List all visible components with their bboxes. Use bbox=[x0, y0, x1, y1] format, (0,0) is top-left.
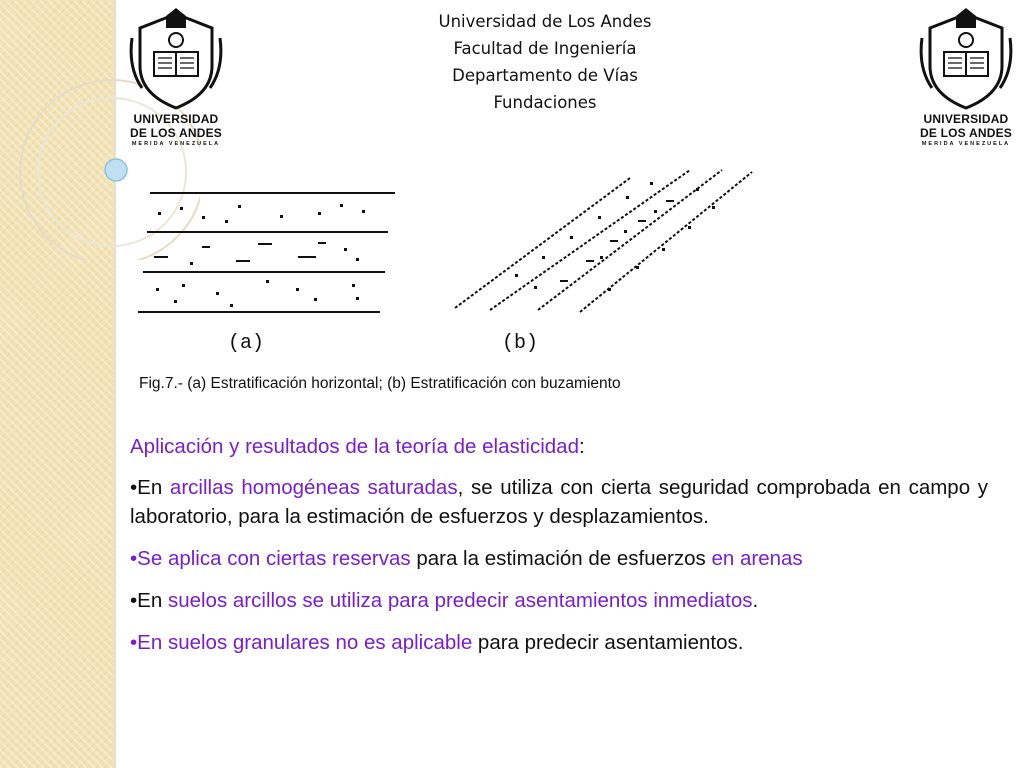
section-heading bbox=[130, 432, 988, 461]
bullet-clays bbox=[130, 473, 988, 531]
coat-of-arms-icon bbox=[128, 8, 224, 112]
university-logo-left bbox=[128, 8, 224, 150]
logo-name-line2: DE LOS ANDES bbox=[130, 126, 222, 140]
bullet2-highlight-end: en arenas bbox=[711, 547, 803, 570]
figure-label-b: (b) bbox=[502, 332, 539, 355]
bullet4-part2: para predecir asentamientos. bbox=[472, 631, 744, 654]
figure-label-a: (a) bbox=[228, 332, 265, 355]
bullet2-part2: para la estimación de esfuerzos bbox=[410, 547, 712, 570]
slide-body bbox=[130, 432, 988, 670]
header-department: Departamento de Vías bbox=[452, 66, 638, 85]
heading-colon: : bbox=[579, 435, 585, 458]
bullet-sands bbox=[130, 544, 988, 573]
header-university: Universidad de Los Andes bbox=[438, 12, 652, 31]
figure-inclined-strata bbox=[455, 170, 752, 312]
bullet2-highlight: •Se aplica con ciertas reservas bbox=[130, 547, 411, 570]
bullet3-highlight: suelos arcillos se utiliza para predecir asentamientos inmediatos bbox=[167, 589, 753, 612]
header-faculty: Facultad de Ingeniería bbox=[453, 39, 637, 58]
figure-horizontal-strata-grains bbox=[154, 204, 365, 307]
university-logo-right bbox=[918, 8, 1014, 150]
logo-name-line2: DE LOS ANDES bbox=[920, 126, 1012, 140]
heading-part1: Aplicación y resultados de bbox=[130, 435, 374, 458]
header-course: Fundaciones bbox=[493, 93, 597, 112]
bullet-granular-soils bbox=[130, 628, 988, 657]
figure-horizontal-strata bbox=[138, 193, 395, 312]
bullet3-part3: . bbox=[752, 589, 759, 612]
logo-name-line1: UNIVERSIDAD bbox=[923, 112, 1009, 126]
slide-header bbox=[330, 8, 760, 116]
coat-of-arms-icon bbox=[918, 8, 1014, 112]
figure-caption: Fig.7.- (a) Estratificación horizontal; (b) Estratificación con buzamiento bbox=[139, 375, 621, 392]
bullet1-part3: , se utiliza con cierta seguridad comprobada en campo y laboratorio, para la estimación de esfuerzos y desplazamientos. bbox=[130, 476, 989, 528]
figure-inclined-strata-grains bbox=[515, 182, 715, 291]
heading-part2: la teoría de elasticidad bbox=[373, 435, 579, 458]
logo-name-line1: UNIVERSIDAD bbox=[133, 112, 219, 126]
logo-city: MERIDA VENEZUELA bbox=[921, 141, 1011, 147]
bullet4-highlight: •En suelos granulares no es aplicable bbox=[130, 631, 473, 654]
logo-city: MERIDA VENEZUELA bbox=[131, 141, 221, 147]
stratification-figures bbox=[130, 160, 770, 360]
bullet3-part1: •En bbox=[130, 589, 168, 612]
deco-dot bbox=[105, 159, 127, 181]
bullet-clay-soils bbox=[130, 586, 988, 615]
bullet1-highlight: arcillas homogéneas saturadas bbox=[169, 476, 458, 499]
bullet1-part1: •En bbox=[130, 476, 170, 499]
